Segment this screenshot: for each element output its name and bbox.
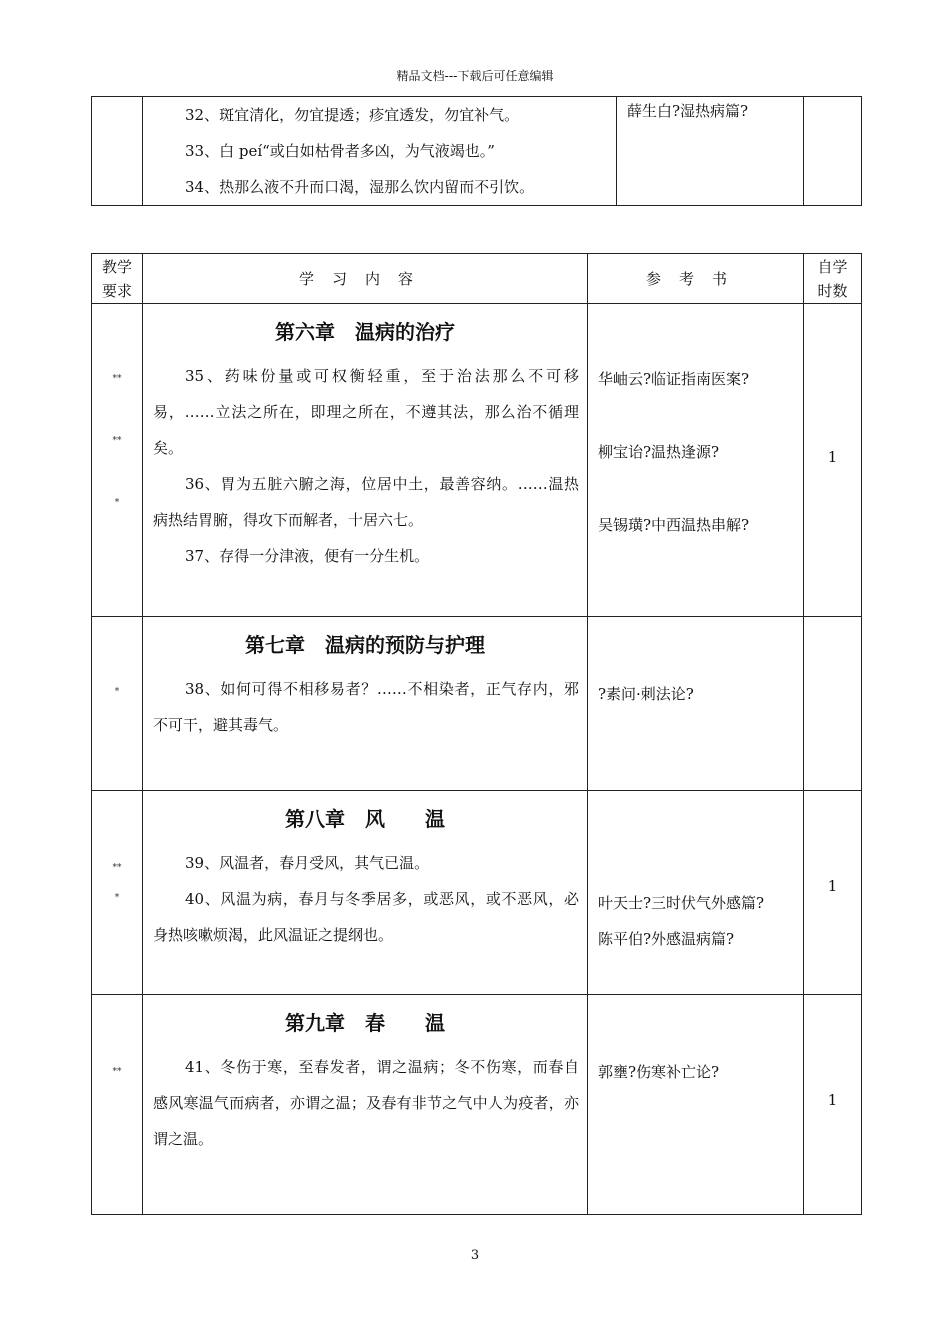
star-mark: ** <box>112 1067 122 1077</box>
ref-line: ?素问·刺法论? <box>598 685 694 703</box>
paragraph: 35、药味份量或可权衡轻重，至于治法那么不可移易，……立法之所在，即理之所在，不遵其法，那么治不循理矣。 <box>153 367 579 457</box>
header-self-study-hours: 自学时数 <box>804 254 862 304</box>
content-cell <box>143 617 588 791</box>
page-header: 精品文档---下载后可任意编辑 <box>396 69 554 83</box>
ref-line: 柳宝诒?温热逢源? <box>598 443 720 461</box>
table-row <box>92 791 862 995</box>
content-cell <box>143 791 588 995</box>
req-cell <box>92 97 143 206</box>
page-number: 3 <box>470 1248 480 1263</box>
header-refbook: 参考书 <box>588 254 804 304</box>
ref-cell <box>617 97 804 206</box>
content-line: 32、斑宜清化，勿宜提透；疹宜透发，勿宜补气。 <box>185 106 520 124</box>
paragraph: 40、风温为病，春月与冬季居多，或恶风，或不恶风，必身热咳嗽烦渴，此风温证之提纲也。 <box>153 890 579 944</box>
star-mark: ** <box>112 374 122 384</box>
chapter-title: 第六章 温病的治疗 <box>275 320 455 344</box>
hours-cell <box>804 791 862 995</box>
header-content: 学习内容 <box>143 254 588 304</box>
table-row <box>92 617 862 791</box>
stars-cell <box>92 791 143 995</box>
paragraph: 37、存得一分津液，便有一分生机。 <box>185 547 430 565</box>
ref-line: 华岫云?临证指南医案? <box>598 370 750 388</box>
ref-line: 薛生白?湿热病篇? <box>627 102 749 120</box>
content-cell <box>143 97 617 206</box>
ref-cell <box>588 304 804 617</box>
paragraph: 39、风温者，春月受风，其气已温。 <box>185 854 430 872</box>
content-cell <box>143 304 588 617</box>
content-cell <box>143 995 588 1215</box>
hours-cell <box>804 97 862 206</box>
stars-cell <box>92 617 143 791</box>
ref-cell <box>588 791 804 995</box>
star-mark: ** <box>112 863 122 873</box>
ref-line: 陈平伯?外感温病篇? <box>598 930 735 948</box>
hours-value: 1 <box>827 1091 838 1109</box>
content-line: 33、白 peí“或白如枯骨者多凶，为气液竭也。” <box>185 142 495 160</box>
hours-cell <box>804 617 862 791</box>
stars-cell <box>92 304 143 617</box>
ref-line: 叶天士?三时伏气外感篇? <box>598 894 765 912</box>
star-mark: * <box>114 893 120 903</box>
hours-cell <box>804 304 862 617</box>
paragraph: 36、胃为五脏六腑之海，位居中土，最善容纳。……温热病热结胃腑，得攻下而解者，十居六七。 <box>153 475 579 529</box>
star-mark: ** <box>112 436 122 446</box>
hours-value: 1 <box>827 877 838 895</box>
chapter-title: 第九章 春 温 <box>285 1011 445 1035</box>
paragraph: 38、如何可得不相移易者？……不相染者，正气存内，邪不可干，避其毒气。 <box>153 680 579 734</box>
ref-cell <box>588 995 804 1215</box>
table-row <box>92 304 862 617</box>
chapter-title: 第八章 风 温 <box>285 807 445 831</box>
syllabus-table <box>91 253 862 1215</box>
star-mark: * <box>114 498 120 508</box>
table-row <box>92 995 862 1215</box>
content-line: 34、热那么液不升而口渴，湿那么饮内留而不引饮。 <box>185 178 535 196</box>
ref-line: 吴锡璜?中西温热串解? <box>598 516 750 534</box>
stars-cell <box>92 995 143 1215</box>
header-teaching-req: 教学要求 <box>92 254 143 304</box>
hours-cell <box>804 995 862 1215</box>
star-mark: * <box>114 687 120 697</box>
chapter-title: 第七章 温病的预防与护理 <box>245 633 485 657</box>
ref-line: 郭壅?伤寒补亡论? <box>598 1063 720 1081</box>
table-header-row <box>92 254 862 304</box>
paragraph: 41、冬伤于寒，至春发者，谓之温病；冬不伤寒，而春自感风寒温气而病者，亦谓之温；及春有非节之气中人为疫者，亦谓之温。 <box>153 1058 579 1148</box>
continuation-table <box>91 96 862 206</box>
hours-value: 1 <box>827 448 838 466</box>
ref-cell <box>588 617 804 791</box>
